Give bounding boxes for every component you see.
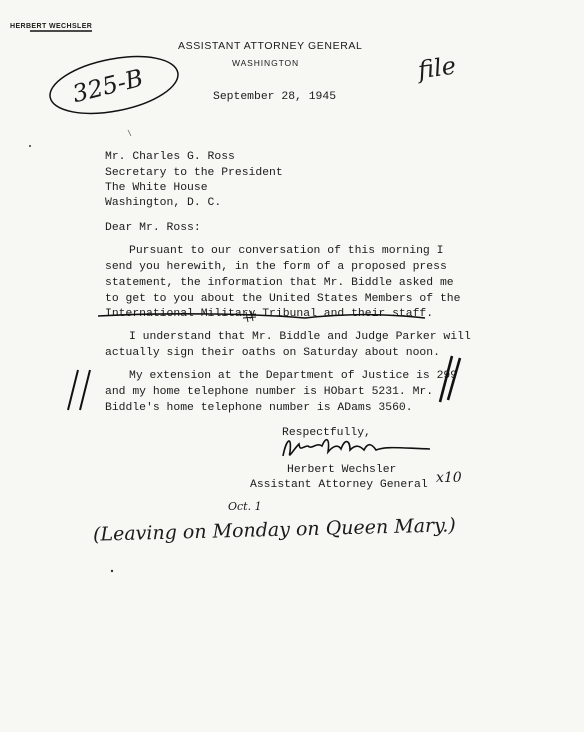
extension-annotation: x10 [436,470,462,486]
letterhead-city: WASHINGTON [232,58,300,68]
letter-date: September 28, 1945 [213,91,337,103]
postscript-date-annotation: Oct. 1 [228,500,262,513]
file-note-annotation: file [416,51,458,85]
body-line: actually sign their oaths on Saturday about noon. [105,347,440,359]
recipient-line: Washington, D. C. [105,197,222,209]
signature-title: Assistant Attorney General [250,479,428,491]
body-line: Pursuant to our conversation of this morning I [129,245,444,257]
body-line: My extension at the Department of Justice is 299 [129,370,458,382]
body-line: and my home telephone number is HObart 5231. Mr. [105,386,434,398]
recipient-line: The White House [105,182,208,194]
file-number-annotation: 325-B [69,63,146,109]
body-line: to get to you about the United States Members of the [105,293,461,305]
body-line: statement, the information that Mr. Biddle asked me [105,277,454,289]
letterhead-title: ASSISTANT ATTORNEY GENERAL [178,40,363,52]
signature-name: Herbert Wechsler [287,464,397,476]
recipient-line: Secretary to the President [105,167,283,179]
body-line: send you herewith, in the form of a proposed press [105,261,447,273]
body-line: Biddle's home telephone number is ADams 3560. [105,402,413,414]
closing: Respectfully, [282,427,371,439]
body-line: International Military Tribunal and their staff. [105,308,434,320]
postscript-annotation: (Leaving on Monday on Queen Mary.) [92,514,457,546]
recipient-line: Mr. Charles G. Ross [105,151,235,163]
body-line: I understand that Mr. Biddle and Judge Parker will [129,331,471,343]
file-number-circle [45,47,183,123]
salutation: Dear Mr. Ross: [105,222,201,234]
handwritten-signature [283,440,430,456]
sender-name: HERBERT WECHSLER [10,23,93,30]
